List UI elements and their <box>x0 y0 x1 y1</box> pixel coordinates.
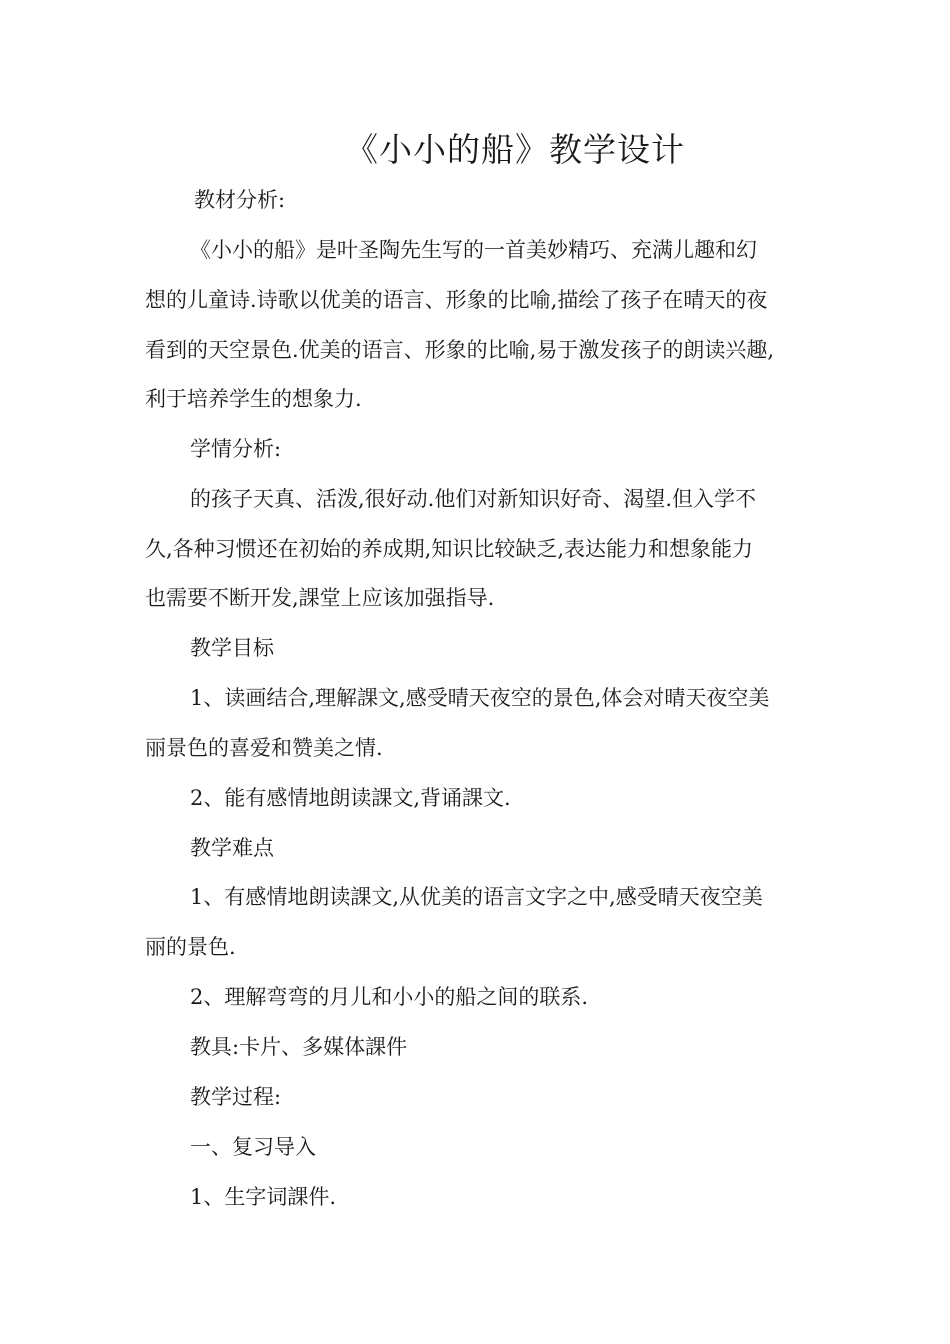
section-heading-teaching-process: 教学过程: <box>190 1085 282 1109</box>
teaching-aids-line: 教具:卡片、多媒体課件 <box>190 1035 408 1059</box>
list-item-line: 丽景色的喜爱和赞美之情. <box>145 736 383 760</box>
paragraph-line: 《小小的船》是叶圣陶先生写的一首美妙精巧、充满儿趣和幻 <box>190 238 757 262</box>
section-heading-material-analysis: 教材分析: <box>194 188 286 212</box>
list-item-line: 2、理解弯弯的月儿和小小的船之间的联系. <box>190 985 589 1009</box>
subsection-heading: 一、复习导入 <box>190 1135 316 1159</box>
paragraph-line: 利于培养学生的想象力. <box>145 387 362 411</box>
paragraph-line: 想的儿童诗.诗歌以优美的语言、形象的比喻,描绘了孩子在晴天的夜 <box>145 288 768 312</box>
list-item-line: 2、能有感情地朗读課文,背诵課文. <box>190 786 511 810</box>
section-heading-student-analysis: 学情分析: <box>190 437 282 461</box>
paragraph-line: 也需要不断开发,課堂上应该加强指导. <box>145 586 495 610</box>
paragraph-line: 的孩子天真、活泼,很好动.他们对新知识好奇、渴望.但入学不 <box>190 487 757 511</box>
list-item-line: 1、有感情地朗读課文,从优美的语言文字之中,感受晴天夜空美 <box>190 885 763 909</box>
document-title: 《小小的船》教学设计 <box>345 130 685 169</box>
section-heading-teaching-goals: 教学目标 <box>190 636 274 660</box>
section-heading-teaching-difficulties: 教学难点 <box>190 836 274 860</box>
list-item-line: 丽的景色. <box>145 935 236 959</box>
list-item-line: 1、生字词課件. <box>190 1185 337 1209</box>
list-item-line: 1、读画结合,理解課文,感受晴天夜空的景色,体会对晴天夜空美 <box>190 686 770 710</box>
paragraph-line: 看到的天空景色.优美的语言、形象的比喻,易于激发孩子的朗读兴趣, <box>145 338 775 362</box>
paragraph-line: 久,各种习惯还在初始的养成期,知识比较缺乏,表达能力和想象能力 <box>145 537 754 561</box>
